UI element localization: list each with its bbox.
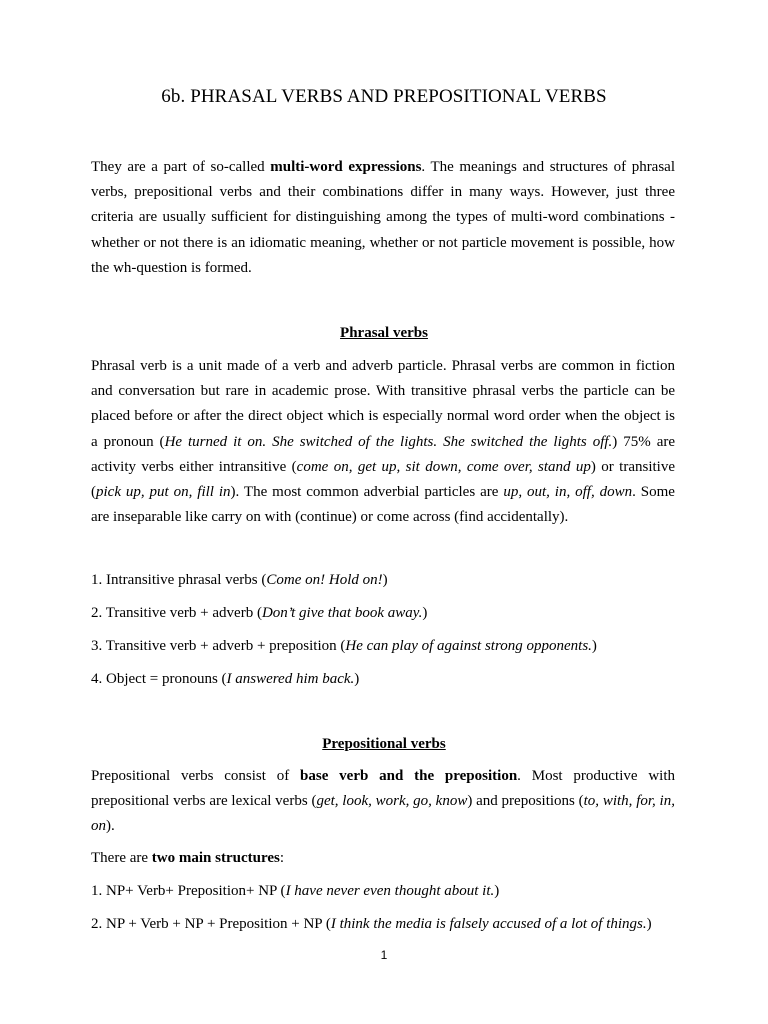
list-item-text: 4. Object = pronouns ( (91, 671, 227, 687)
phrasal-text-5: . Some are inseparable like carry on with (continue) or come across (find accidentally). (91, 484, 675, 526)
structures-bold-term: two main structures (151, 850, 280, 866)
phrasal-list-item (91, 572, 691, 589)
list-item-example: I have never even thought about it. (285, 883, 495, 899)
intro-bold-term: multi-word expressions (270, 159, 422, 175)
structures-text-1: There are (91, 850, 152, 866)
page-title: 6b. PHRASAL VERBS AND PREPOSITIONAL VERBS (161, 86, 607, 107)
prepositional-verbs-heading: Prepositional verbs (322, 736, 446, 752)
list-item-text: 2. Transitive verb + adverb ( (91, 605, 262, 621)
list-item-end: ) (591, 638, 597, 654)
prep-text-2: . Most productive with prepositional verbs are lexical verbs ( (91, 768, 675, 810)
prep-text-3: ) and prepositions ( (467, 793, 584, 810)
phrasal-text-2: ) 75% are activity verbs either intransitive ( (91, 433, 675, 475)
list-item-end: ) (494, 883, 500, 899)
list-item-text: 2. NP + Verb + NP + Preposition + NP ( (91, 916, 331, 932)
intro-paragraph (91, 155, 675, 281)
phrasal-example-2: come on, get up, sit down, come over, stand up (296, 458, 591, 475)
list-item-end: ) (646, 916, 652, 932)
phrasal-list-item (91, 605, 691, 622)
phrasal-list-item (91, 638, 691, 655)
list-item-text: 1. Intransitive phrasal verbs ( (91, 572, 267, 588)
list-item-example: I think the media is falsely accused of a lot of things. (330, 916, 647, 932)
list-item-end: ) (382, 572, 388, 588)
list-item-text: 3. Transitive verb + adverb + preposition ( (91, 638, 346, 654)
structures-intro (91, 850, 691, 867)
list-item-end: ) (422, 605, 428, 621)
phrasal-example-3: pick up, put on, fill in (96, 484, 231, 501)
list-item-text: 1. NP+ Verb+ Preposition+ NP ( (91, 883, 286, 899)
list-item-example: I answered him back. (226, 671, 355, 687)
prepositional-verbs-paragraph (91, 764, 675, 840)
intro-text-2: . The meanings and structures of phrasal verbs, prepositional verbs and their combinations differ in many ways. However, just three criteria are usually sufficient for distinguishing among the types of multi-word combinations - whether or not there is an idiomatic meaning, whether or not particle movement is possible, how the wh-question is formed. (91, 159, 676, 276)
prep-example-1: get, look, work, go, know (316, 793, 468, 810)
list-item-end: ) (354, 671, 360, 687)
phrasal-example-4: up, out, in, off, down (503, 484, 633, 501)
structure-list-item (91, 883, 691, 900)
structures-text-2: : (279, 850, 285, 866)
list-item-example: Come on! Hold on! (266, 572, 383, 588)
page-number: 1 (380, 948, 388, 962)
phrasal-text-4: ). The most common adverbial particles are (230, 484, 504, 501)
prep-bold-term: base verb and the preposition (300, 768, 518, 784)
prep-example-2: to, with, for, in, on (91, 793, 675, 835)
phrasal-text-1: Phrasal verb is a unit made of a verb and adverb particle. Phrasal verbs are common in fiction and conversation but rare in academic prose. With transitive phrasal verbs the particle can be placed before or after the direct object which is especially normal word order when the object is a pronoun ( (91, 358, 675, 450)
phrasal-text-3: ) or transitive ( (91, 458, 676, 501)
phrasal-example-1: He turned it on. She switched of the lights. She switched the lights off. (164, 433, 613, 450)
prep-text-1: Prepositional verbs consist of (91, 768, 301, 784)
phrasal-verbs-heading: Phrasal verbs (340, 325, 428, 341)
phrasal-verbs-paragraph (91, 354, 675, 530)
phrasal-list-item (91, 671, 691, 688)
list-item-example: He can play of against strong opponents. (345, 638, 592, 654)
intro-text-1: They are a part of so-called (91, 159, 271, 175)
prep-text-4: ). (106, 818, 115, 835)
list-item-example: Don’t give that book away. (261, 605, 423, 621)
structure-list-item (91, 916, 691, 933)
